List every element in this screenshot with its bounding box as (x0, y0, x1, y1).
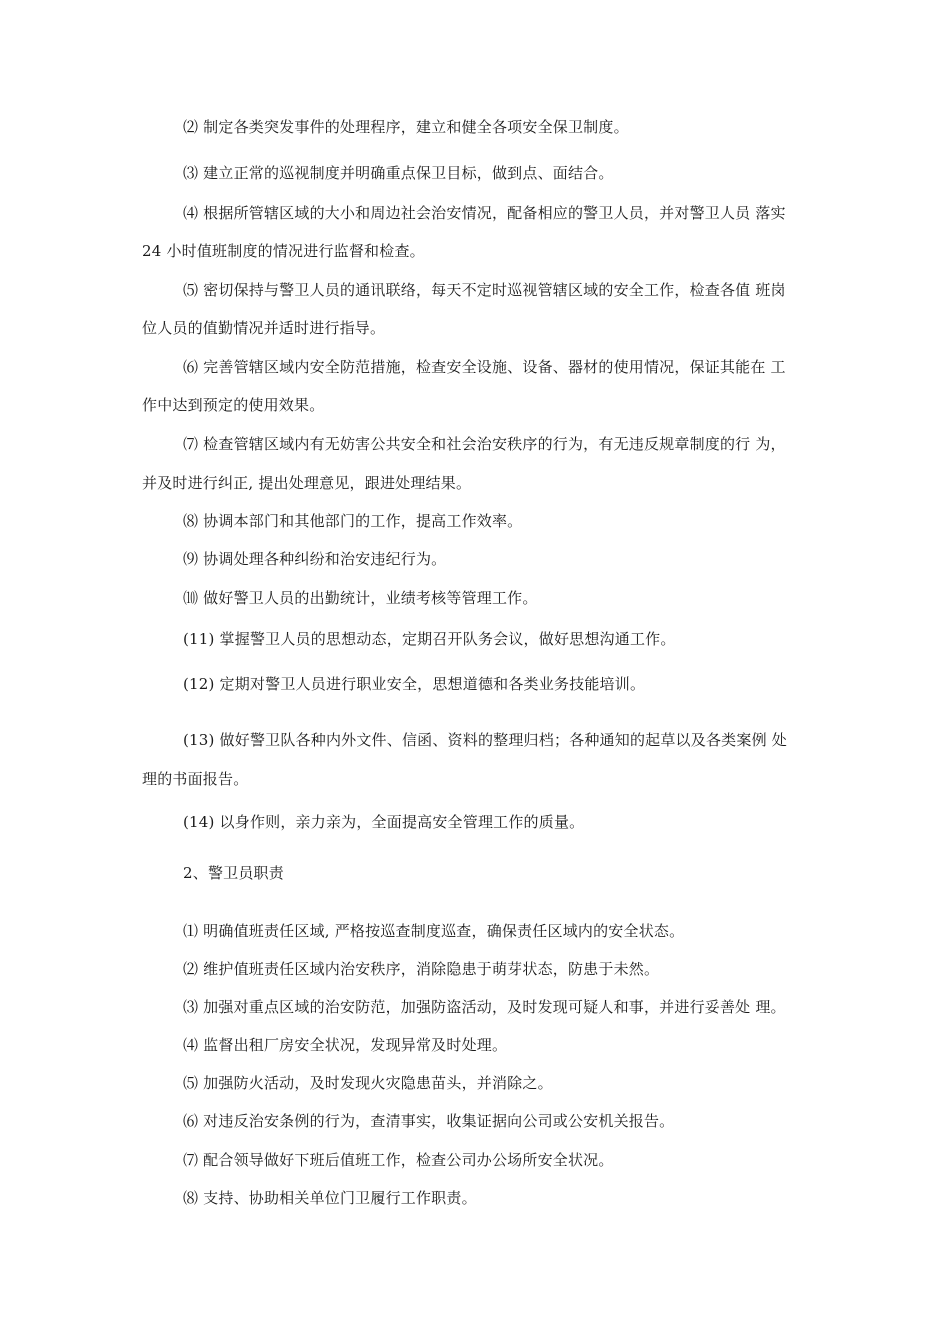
paragraph-line: ⑻ 支持、协助相关单位门卫履行工作职责。 (183, 1189, 477, 1207)
paragraph-line: 作中达到预定的使用效果。 (142, 396, 325, 414)
paragraph-line: ⑹ 完善管辖区域内安全防范措施，检查安全设施、设备、器材的使用情况，保证其能在 工 (183, 358, 786, 376)
paragraph-line: ⑹ 对违反治安条例的行为，查清事实，收集证据向公司或公安机关报告。 (183, 1112, 675, 1130)
paragraph-line: (13) 做好警卫队各种内外文件、信函、资料的整理归档；各种通知的起草以及各类案例 处 (183, 731, 787, 749)
paragraph-line: ⑻ 协调本部门和其他部门的工作，提高工作效率。 (183, 512, 523, 530)
paragraph-line: ⑶ 加强对重点区域的治安防范，加强防盗活动，及时发现可疑人和事，并进行妥善处 理。 (183, 998, 786, 1016)
paragraph-line: 24 小时值班制度的情况进行监督和检查。 (142, 242, 425, 260)
paragraph-line: 理的书面报告。 (142, 770, 249, 788)
paragraph-line: 位人员的值勤情况并适时进行指导。 (142, 319, 386, 337)
section-heading: 2、警卫员职责 (183, 864, 284, 882)
paragraph-line: ⑽ 做好警卫人员的出勤统计，业绩考核等管理工作。 (183, 589, 538, 607)
paragraph-line: ⑸ 密切保持与警卫人员的通讯联络，每天不定时巡视管辖区域的安全工作，检查各值 班岗 (183, 281, 786, 299)
paragraph-line: (11) 掌握警卫人员的思想动态，定期召开队务会议，做好思想沟通工作。 (183, 630, 676, 648)
paragraph-line: ⑸ 加强防火活动，及时发现火灾隐患苗头，并消除之。 (183, 1074, 553, 1092)
paragraph-line: ⑺ 配合领导做好下班后值班工作，检查公司办公场所安全状况。 (183, 1151, 614, 1169)
paragraph-line: (12) 定期对警卫人员进行职业安全，思想道德和各类业务技能培训。 (183, 675, 646, 693)
paragraph-line: ⑴ 明确值班责任区域, 严格按巡查制度巡查，确保责任区域内的安全状态。 (183, 922, 685, 940)
paragraph-line: ⑼ 协调处理各种纠纷和治安违纪行为。 (183, 550, 447, 568)
paragraph-line: ⑶ 建立正常的巡视制度并明确重点保卫目标，做到点、面结合。 (183, 164, 614, 182)
paragraph-line: ⑵ 制定各类突发事件的处理程序，建立和健全各项安全保卫制度。 (183, 118, 629, 136)
paragraph-line: 并及时进行纠正, 提出处理意见，跟进处理结果。 (142, 474, 472, 492)
paragraph-line: ⑷ 根据所管辖区域的大小和周边社会治安情况，配备相应的警卫人员，并对警卫人员 落实 (183, 204, 786, 222)
paragraph-line: ⑺ 检查管辖区域内有无妨害公共安全和社会治安秩序的行为，有无违反规章制度的行 为， (183, 435, 786, 453)
paragraph-line: (14) 以身作则，亲力亲为，全面提高安全管理工作的质量。 (183, 813, 585, 831)
paragraph-line: ⑷ 监督出租厂房安全状况，发现异常及时处理。 (183, 1036, 508, 1054)
paragraph-line: ⑵ 维护值班责任区域内治安秩序，消除隐患于萌芽状态，防患于未然。 (183, 960, 660, 978)
